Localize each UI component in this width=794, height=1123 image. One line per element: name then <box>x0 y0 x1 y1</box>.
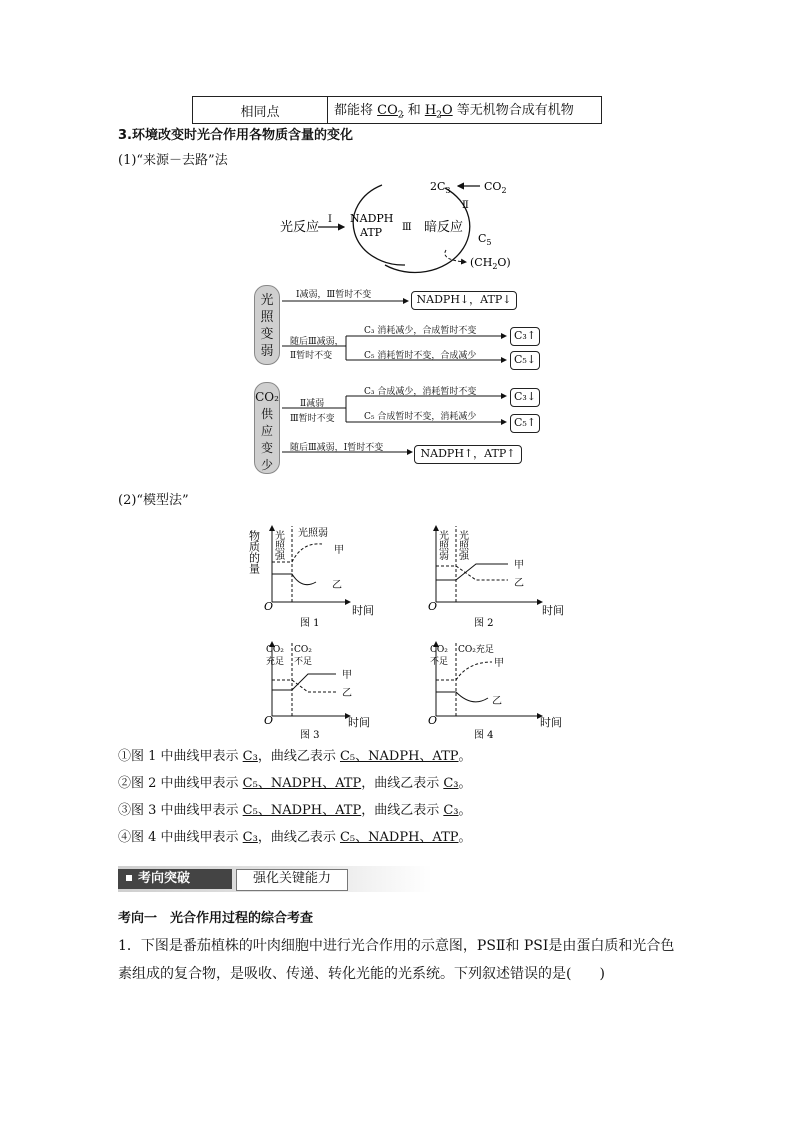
fig3-origin: O <box>264 714 274 727</box>
fig2-yi: 乙 <box>514 578 524 589</box>
light-weaken-pill: 光 照 变 弱 <box>254 285 280 365</box>
question-line2: 素组成的复合物，是吸收、传递、转化光能的光系统。下列叙述错误的是( ) <box>118 966 605 982</box>
kaoxiang-title: 考向一 光合作用过程的综合考查 <box>118 911 314 926</box>
flow1-box2: C₃↑ <box>510 327 540 346</box>
fig3-right-b: 不足 <box>294 657 313 667</box>
fig4-origin: O <box>428 714 438 727</box>
fig2-jia: 甲 <box>514 560 524 571</box>
table-row <box>193 97 602 124</box>
fig1-origin: O <box>264 600 274 613</box>
calvin-cycle-diagram <box>270 170 550 275</box>
light-reaction-label: 光反应 <box>280 220 320 235</box>
flow1-line2a: 随后Ⅲ减弱， <box>290 337 344 347</box>
fig3-caption: 图 3 <box>300 730 320 741</box>
fig1-caption: 图 1 <box>300 618 320 629</box>
c3-label: $2C_3$ <box>430 180 451 195</box>
flow2-line2: 随后Ⅲ减弱，Ⅰ暂时不变 <box>290 443 384 453</box>
roman1-label: Ⅰ <box>328 214 332 225</box>
table-label: 相同点 <box>193 97 328 124</box>
fig4-jia: 甲 <box>494 658 504 669</box>
fig3-yi: 乙 <box>342 688 352 699</box>
fig2-left-label: 光照弱 <box>436 530 448 560</box>
statement-4: ④图 4 中曲线甲表示 C₃，曲线乙表示 C₅、NADPH、ATP。 <box>118 830 472 845</box>
co2-decrease-pill: CO₂ 供 应 变 少 <box>254 382 280 474</box>
fig3-xlabel: 时间 <box>348 716 370 729</box>
statement-1: ①图 1 中曲线甲表示 C₃，曲线乙表示 C₅、NADPH、ATP。 <box>118 749 472 764</box>
flow2-box3: NADPH↑，ATP↑ <box>414 445 522 464</box>
graph-fig4 <box>428 642 562 741</box>
banner-right: 强化关键能力 <box>236 869 348 891</box>
fig4-left-a: CO₂ <box>430 645 448 655</box>
fig2-right-label: 光照强 <box>456 530 468 560</box>
flow2-line1a: Ⅱ减弱 <box>300 399 325 409</box>
roman2-label: Ⅱ <box>462 200 469 211</box>
fig3-jia: 甲 <box>342 670 352 681</box>
section3-title: 3.环境改变时光合作用各物质含量的变化 <box>118 128 353 143</box>
graph-fig3 <box>264 642 370 741</box>
flow2-line1b: Ⅲ暂时不变 <box>290 414 335 424</box>
fig1-yi: 乙 <box>332 580 342 591</box>
flow1-box3: C₅↓ <box>510 351 540 370</box>
comparison-table <box>192 96 602 124</box>
flow2-box1: C₃↓ <box>510 388 540 407</box>
statement-3: ③图 3 中曲线甲表示 C₅、NADPH、ATP，曲线乙表示 C₃。 <box>118 803 472 818</box>
graph-fig2 <box>428 526 564 629</box>
banner-left: 考向突破 <box>118 869 232 889</box>
flow1-line1: Ⅰ减弱，Ⅲ暂时不变 <box>296 290 372 300</box>
c5-label: $C_5$ <box>478 232 492 247</box>
flow1-box1: NADPH↓，ATP↓ <box>411 291 517 310</box>
fig1-xlabel: 时间 <box>352 604 374 617</box>
dark-reaction-label: 暗反应 <box>424 220 464 235</box>
flow2-branch2: C₅ 合成暂时不变，消耗减少 <box>364 412 477 422</box>
ch2o-label: $(CH_2O)$ <box>470 256 511 271</box>
ch2o-arrow <box>445 250 466 262</box>
sub1-title: (1)“来源－去路”法 <box>118 153 228 168</box>
fig3-left-a: CO₂ <box>266 645 284 655</box>
co2-label: $CO_2$ <box>484 180 507 195</box>
fig4-xlabel: 时间 <box>540 716 562 729</box>
fig4-right-label: CO₂充足 <box>458 645 494 655</box>
question-line1: 1．下图是番茄植株的叶肉细胞中进行光合作用的示意图，PSⅡ和 PSⅠ是由蛋白质和光合色 <box>118 938 675 954</box>
section-banner <box>118 866 432 892</box>
fig2-origin: O <box>428 600 438 613</box>
atp-label: ATP <box>360 226 383 239</box>
fig3-right-a: CO₂ <box>294 645 312 655</box>
fig4-yi: 乙 <box>492 696 502 707</box>
flow1-line2b: Ⅱ暂时不变 <box>290 351 333 361</box>
fig2-xlabel: 时间 <box>542 604 564 617</box>
statement-2: ②图 2 中曲线甲表示 C₅、NADPH、ATP，曲线乙表示 C₃。 <box>118 776 472 791</box>
fig3-left-b: 充足 <box>266 657 285 667</box>
roman3-label: Ⅲ <box>402 222 412 233</box>
nadph-label: NADPH <box>350 212 394 225</box>
fig4-caption: 图 4 <box>474 730 494 741</box>
flow1-branch2: C₅ 消耗暂时不变，合成减少 <box>364 351 477 361</box>
flow2-branch1: C₃ 合成减少，消耗暂时不变 <box>364 387 477 397</box>
flow2-box2: C₅↑ <box>510 414 540 433</box>
fig1-left-label: 光照强 <box>272 530 284 560</box>
table-value: 都能将 $CO_2$ 和 $H_2O$ 等无机物合成有机物 <box>328 97 602 124</box>
sub2-title: (2)“模型法” <box>118 493 189 508</box>
fig1-right-label: 光照弱 <box>298 528 328 539</box>
graph-fig1 <box>248 526 375 629</box>
fig2-caption: 图 2 <box>474 618 494 629</box>
flow1-branch1: C₃ 消耗减少，合成暂时不变 <box>364 326 477 336</box>
cycle-arc-left <box>353 185 405 265</box>
fig1-ylabel: 物质的量 <box>247 530 261 574</box>
square-icon <box>126 875 132 881</box>
fig4-left-b: 不足 <box>430 657 449 667</box>
model-graphs <box>247 518 570 743</box>
fig1-jia: 甲 <box>334 545 344 556</box>
